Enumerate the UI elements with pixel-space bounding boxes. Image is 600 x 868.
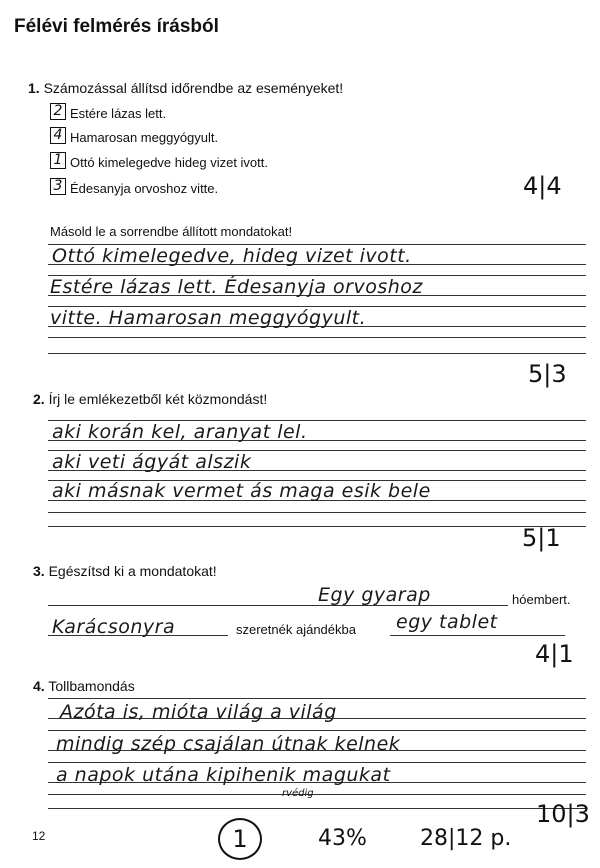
task4-instruction: Tollbamondás: [48, 678, 135, 694]
task2-number: 2.: [33, 391, 45, 407]
handwritten-line: a napok utána kipihenik magukat: [56, 764, 391, 786]
handwritten-line: Ottó kimelegedve, hideg vizet ivott.: [52, 245, 412, 267]
task4-score: 10|3: [536, 800, 590, 828]
page-number: 12: [32, 829, 46, 843]
task1-number: 1.: [28, 80, 40, 96]
handwritten-answer: Egy gyarap: [318, 584, 431, 606]
task3-score: 4|1: [535, 640, 574, 668]
printed-text: szeretnék ajándékba: [236, 622, 356, 637]
task1-score: 4|4: [523, 172, 562, 200]
fill-line: [48, 605, 508, 606]
date-mark: 28|12 p.: [420, 826, 512, 851]
handwritten-line: vitte. Hamarosan meggyógyult.: [50, 307, 367, 329]
order-box[interactable]: 4: [50, 127, 66, 144]
task4-heading: [33, 678, 135, 694]
task3-heading: [33, 563, 217, 579]
fill-line: [390, 635, 565, 636]
item-text: Ottó kimelegedve hideg vizet ivott.: [70, 155, 268, 170]
handwritten-line: aki veti ágyát alszik: [52, 451, 252, 473]
order-box[interactable]: 3: [50, 178, 66, 195]
task3-instruction: Egészítsd ki a mondatokat!: [48, 563, 217, 579]
handwritten-answer: egy tablet: [396, 611, 498, 633]
handwritten-line: Estére lázas lett. Édesanyja orvoshoz: [50, 276, 423, 298]
item-text: Édesanyja orvoshoz vitte.: [70, 181, 219, 196]
handwritten-line: mindig szép csajálan útnak kelnek: [56, 733, 401, 755]
task1-heading: [28, 80, 343, 96]
handwritten-line: aki korán kel, aranyat lel.: [52, 421, 308, 443]
grade-circle: 1: [218, 818, 262, 860]
task2-heading: [33, 391, 267, 407]
handwritten-line: Azóta is, mióta világ a világ: [60, 701, 337, 723]
item-text: Estére lázas lett.: [70, 106, 167, 121]
correction-note: rvédig: [282, 788, 314, 799]
percent-score: 43%: [318, 826, 367, 851]
task4-number: 4.: [33, 678, 45, 694]
handwritten-line: aki másnak vermet ás maga esik bele: [52, 480, 431, 502]
printed-text: hóembert.: [512, 592, 571, 607]
page-title: Félévi felmérés írásból: [14, 16, 219, 37]
order-box[interactable]: 2: [50, 103, 66, 120]
task1-instruction: Számozással állítsd időrendbe az eseményeket!: [43, 80, 344, 96]
item-text: Hamarosan meggyógyult.: [70, 130, 219, 145]
task3-number: 3.: [33, 563, 45, 579]
copy-score: 5|3: [528, 360, 567, 388]
order-box[interactable]: 1: [50, 152, 66, 169]
handwritten-answer: Karácsonyra: [52, 616, 176, 638]
task2-instruction: Írj le emlékezetből két közmondást!: [48, 391, 268, 407]
copy-instruction: Másold le a sorrendbe állított mondatokat!: [50, 224, 293, 239]
task2-score: 5|1: [522, 524, 561, 552]
